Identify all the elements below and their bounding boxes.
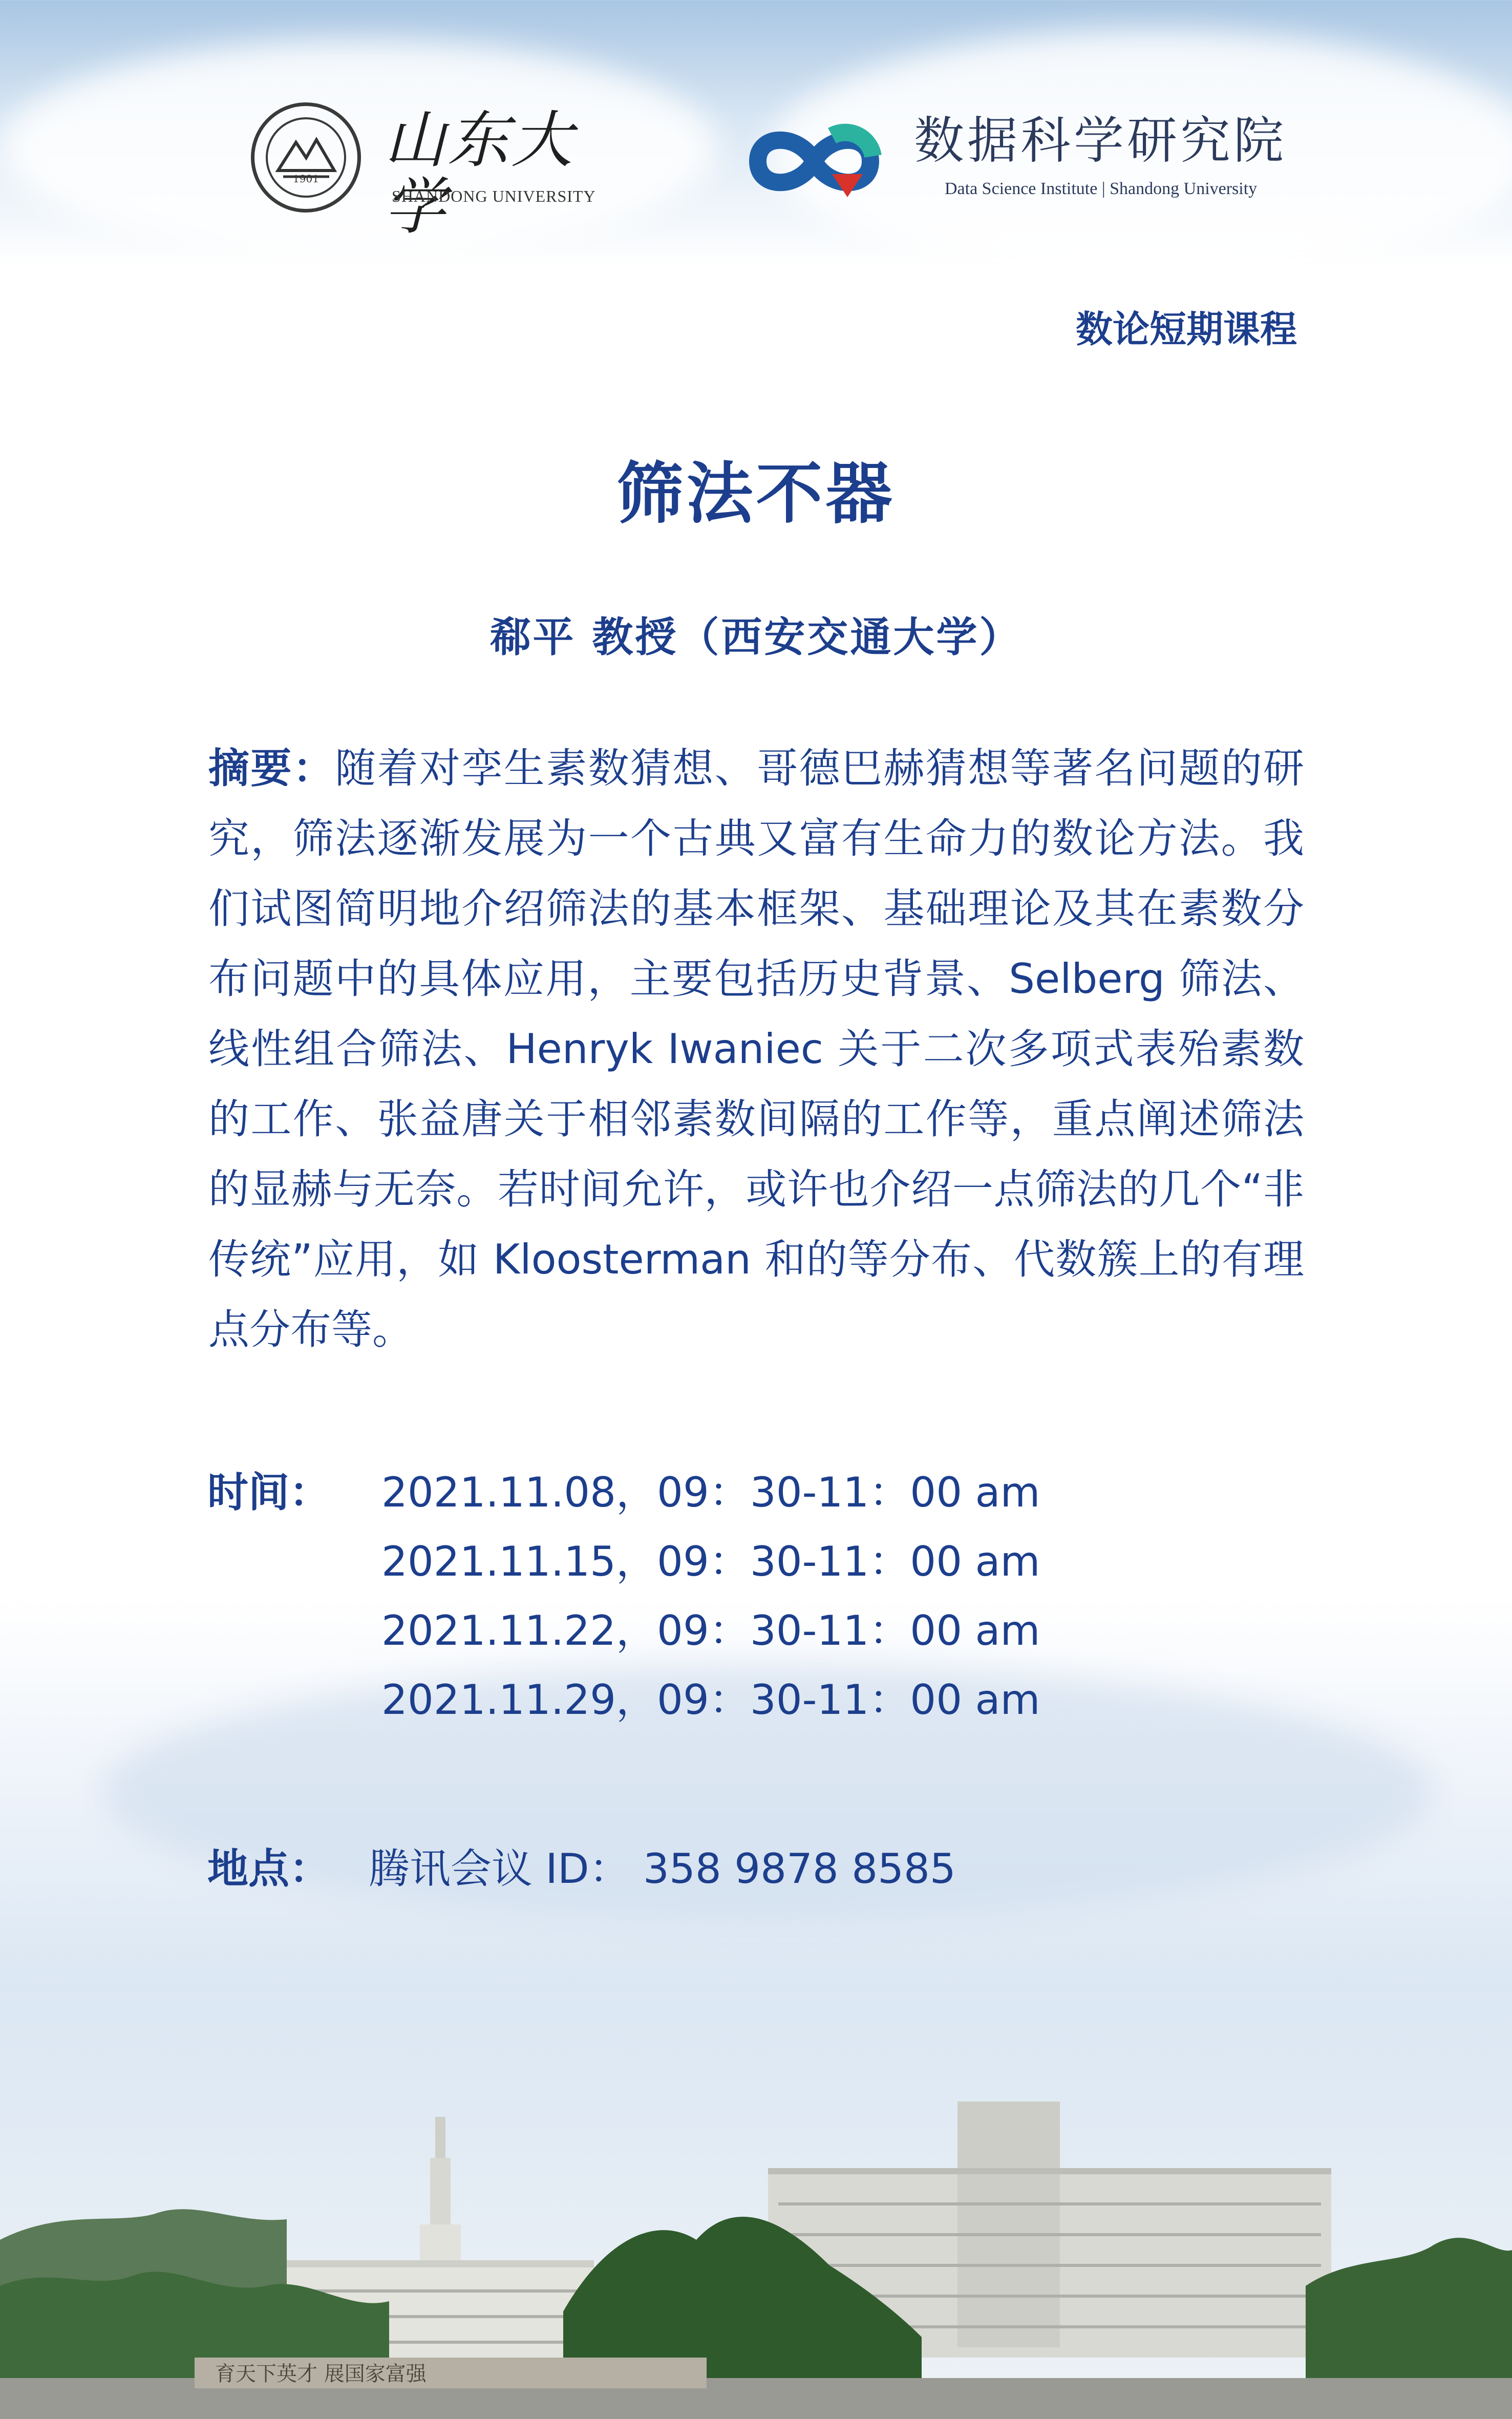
seal-year: 1901 xyxy=(293,173,319,185)
campus-sign: 育天下英才 展国家富强 xyxy=(215,2362,427,2386)
location-value: 腾讯会议 ID： 358 9878 8585 xyxy=(369,1845,956,1893)
shandong-university-logo xyxy=(246,97,635,243)
schedule-session: 2021.11.22，09：30-11：00 am xyxy=(381,1607,1040,1654)
schedule-label: 时间： xyxy=(207,1469,330,1516)
university-name-en: SHANDONG UNIVERSITY xyxy=(392,187,596,205)
campus-buildings-image xyxy=(0,2071,1512,2419)
dsi-infinity-icon xyxy=(742,113,891,205)
abstract-label: 摘要： xyxy=(208,745,335,792)
schedule-session: 2021.11.15，09：30-11：00 am xyxy=(381,1538,1040,1585)
speaker: 郗平 教授（西安交通大学） xyxy=(489,613,1023,661)
institute-name-en: Data Science Institute | Shandong University xyxy=(945,179,1258,198)
university-name-cn: 山东大学 xyxy=(384,105,574,243)
data-science-institute-logo xyxy=(742,102,1331,220)
location-label: 地点： xyxy=(207,1845,330,1893)
lecture-title: 筛法不器 xyxy=(616,455,896,533)
institute-name-cn: 数据科学研究院 xyxy=(914,112,1287,170)
schedule-session: 2021.11.29，09：30-11：00 am xyxy=(381,1676,1040,1724)
abstract-text: 随着对孪生素数猜想、哥德巴赫猜想等著名问题的研究，筛法逐渐发展为一个古典又富有生命力的数论方法。我们试图简明地介绍筛法的基本框架、基础理论及其在素数分布问题中的具体应用，主要包括历史背景、Selberg 筛法、线性组合筛法、Henryk Iwaniec 关于二次多项式表殆素数的工作、张益唐关于相邻素数间隔的工作等，重点阐述筛法的显赫与无奈。若时间允许，或许也介绍一点筛法的几个“非传统”应用，如 Kloosterman 和的等分布、代数簇上的有理点分布等。 xyxy=(208,745,1305,1353)
course-series: 数论短期课程 xyxy=(1075,308,1297,351)
abstract xyxy=(208,733,1304,1365)
schedule-session: 2021.11.08，09：30-11：00 am xyxy=(381,1469,1040,1516)
university-seal-icon xyxy=(251,102,361,213)
location xyxy=(207,1836,956,1895)
